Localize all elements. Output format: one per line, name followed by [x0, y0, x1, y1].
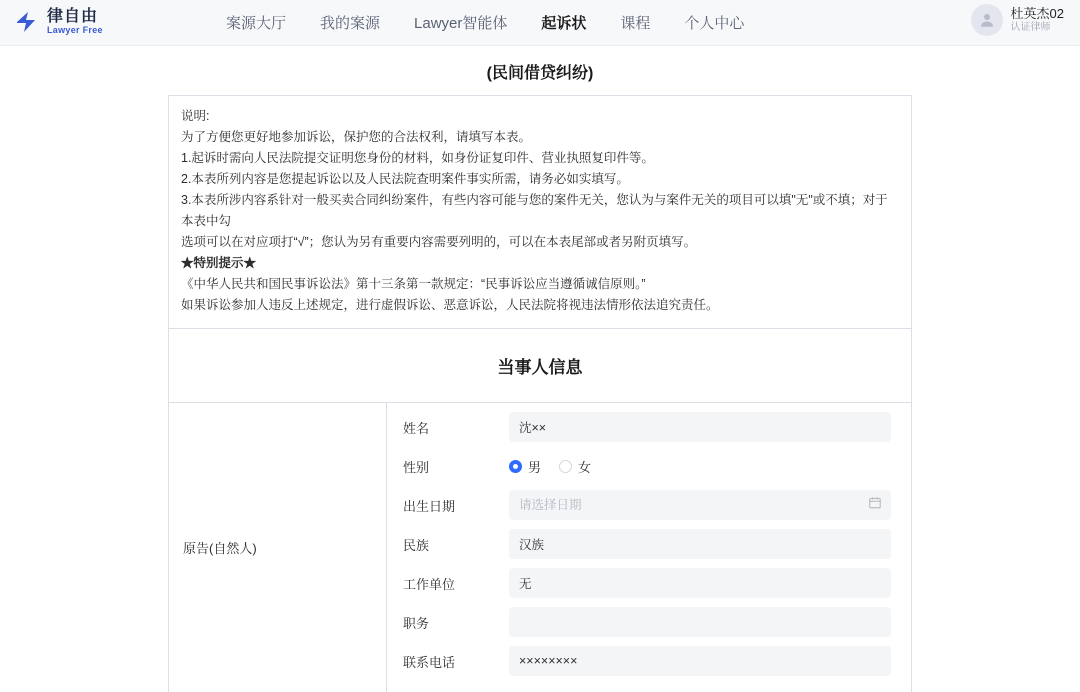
field-row-name: [403, 411, 891, 443]
user-name: 杜英杰02: [1010, 5, 1064, 21]
section-header-party-info: [169, 329, 911, 403]
ethnicity-input[interactable]: [509, 529, 891, 559]
gender-option-female[interactable]: [559, 457, 591, 476]
user-profile[interactable]: [971, 4, 1064, 36]
plaintiff-label: 原告(自然人): [169, 403, 387, 692]
birth-date-input[interactable]: [509, 490, 891, 520]
field-row-birth-date: [403, 489, 891, 521]
section-title: 当事人信息: [497, 358, 583, 377]
lawyerfree-logo-icon: [14, 9, 40, 35]
nav-item-lawyer-agent[interactable]: Lawyer智能体: [414, 15, 508, 32]
label-phone: 联系电话: [403, 654, 456, 670]
avatar: [971, 4, 1003, 36]
field-row-gender: [403, 450, 891, 482]
instruction-line: 3.本表所涉内容系针对一般买卖合同纠纷案件，有些内容可能与您的案件无关，您认为与案件无关的项目可以填"无"或不填；对于本表中勾: [181, 193, 888, 228]
label-name: 姓名: [403, 420, 430, 436]
gender-male-label: 男: [528, 459, 542, 475]
brand-name-cn: 律自由: [47, 8, 99, 26]
nav-item-personal-center[interactable]: 个人中心: [684, 15, 745, 32]
nav-item-complaint[interactable]: 起诉状: [541, 15, 587, 32]
instruction-line: 《中华人民共和国民事诉讼法》第十三条第一款规定：“民事诉讼应当遵循诚信原则。”: [181, 277, 646, 291]
special-notice-heading: ★特别提示★: [181, 256, 257, 270]
instructions-block: [169, 96, 911, 329]
instruction-line: 说明:: [181, 109, 210, 123]
radio-dot-female-icon: [559, 460, 572, 473]
field-row-phone: [403, 645, 891, 677]
brand-text: [47, 9, 103, 35]
gender-option-male[interactable]: [509, 457, 541, 476]
nav-item-my-cases[interactable]: 我的案源: [320, 15, 381, 32]
top-navbar: [0, 0, 1080, 46]
birth-date-wrapper: [509, 490, 891, 520]
label-gender: 性别: [403, 459, 430, 475]
gender-radio-group: [509, 457, 891, 476]
complaint-form-sheet: [168, 95, 912, 692]
instruction-line: 如果诉讼参加人违反上述规定，进行虚假诉讼、恶意诉讼，人民法院将视违法情形依法追究责任。: [181, 298, 719, 312]
brand-name-en: Lawyer Free: [47, 25, 103, 36]
radio-dot-male-icon: [509, 460, 522, 473]
page-title: (民间借贷纠纷): [486, 65, 594, 82]
instruction-line: 2.本表所列内容是您提起诉讼以及人民法院查明案件事实所需，请务必如实填写。: [181, 172, 629, 186]
label-work-unit: 工作单位: [403, 576, 456, 592]
instruction-line: 1.起诉时需向人民法院提交证明您身份的材料，如身份证复印件、营业执照复印件等。: [181, 151, 654, 165]
plaintiff-block: [169, 403, 911, 692]
work-unit-input[interactable]: [509, 568, 891, 598]
label-position: 职务: [403, 615, 430, 631]
label-ethnicity: 民族: [403, 537, 430, 553]
nav-item-case-hall[interactable]: 案源大厅: [226, 15, 287, 32]
plaintiff-fields: [387, 403, 911, 692]
field-row-position: [403, 606, 891, 638]
gender-female-label: 女: [578, 459, 592, 475]
instruction-line: 为了方便您更好地参加诉讼，保护您的合法权利，请填写本表。: [181, 130, 532, 144]
nav-item-courses[interactable]: 课程: [620, 15, 651, 32]
name-input[interactable]: [509, 412, 891, 442]
nav-items: [226, 12, 744, 33]
field-row-work-unit: [403, 567, 891, 599]
field-row-ethnicity: [403, 528, 891, 560]
brand-logo-area[interactable]: [14, 9, 164, 35]
phone-input[interactable]: [509, 646, 891, 676]
label-birth-date: 出生日期: [403, 498, 456, 514]
user-meta: [1011, 6, 1064, 35]
position-input[interactable]: [509, 607, 891, 637]
user-role-badge: 认证律师: [1010, 21, 1051, 33]
instruction-line: 选项可以在对应项打“√”；您认为另有重要内容需要列明的，可以在本表尾部或者另附页填写。: [181, 235, 697, 249]
